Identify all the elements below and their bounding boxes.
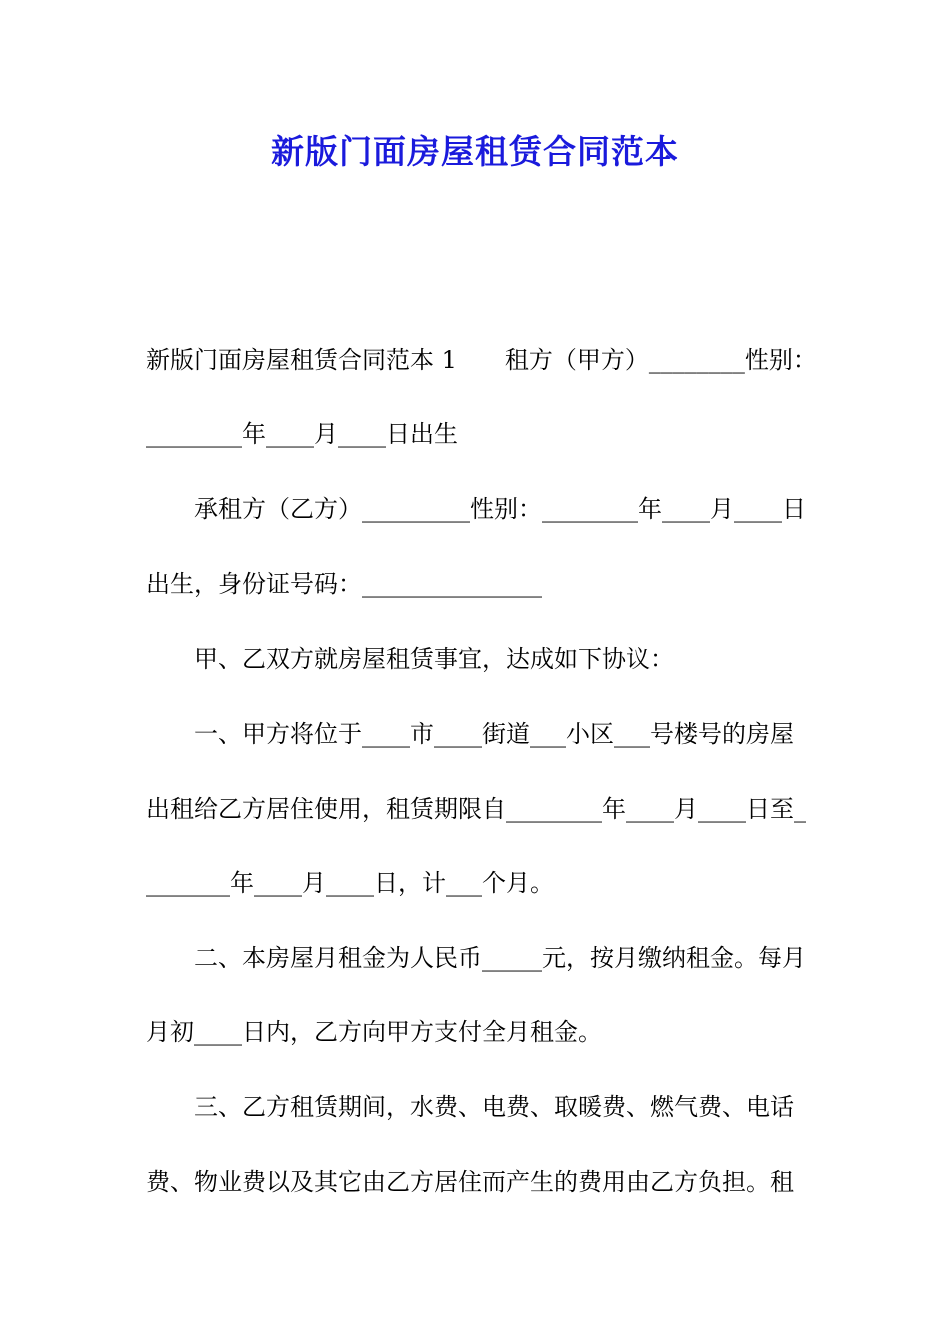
contract-line-3: 承租方（乙方）_________性别：________年____月____日 bbox=[194, 495, 806, 523]
contract-line-8: _______年____月____日，计___个月。 bbox=[146, 869, 554, 897]
contract-line-4: 出生，身份证号码：_______________ bbox=[146, 570, 542, 598]
contract-line-6: 一、甲方将位于____市____街道___小区___号楼号的房屋 bbox=[194, 720, 794, 748]
document-title: 新版门面房屋租赁合同范本 bbox=[271, 132, 679, 171]
contract-line-5: 甲、乙双方就房屋租赁事宜，达成如下协议： bbox=[194, 645, 674, 673]
contract-line-12: 费、物业费以及其它由乙方居住而产生的费用由乙方负担。租 bbox=[146, 1168, 794, 1196]
contract-line-1: 新版门面房屋租赁合同范本 1 租方（甲方）________性别： bbox=[146, 346, 817, 374]
contract-line-9: 二、本房屋月租金为人民币_____元，按月缴纳租金。每月 bbox=[194, 944, 806, 972]
contract-line-10: 月初____日内，乙方向甲方支付全月租金。 bbox=[146, 1018, 602, 1046]
contract-line-7: 出租给乙方居住使用，租赁期限自________年____月____日至_ bbox=[146, 795, 806, 823]
contract-line-2: ________年____月____日出生 bbox=[146, 420, 458, 448]
contract-line-11: 三、乙方租赁期间，水费、电费、取暖费、燃气费、电话 bbox=[194, 1093, 794, 1121]
